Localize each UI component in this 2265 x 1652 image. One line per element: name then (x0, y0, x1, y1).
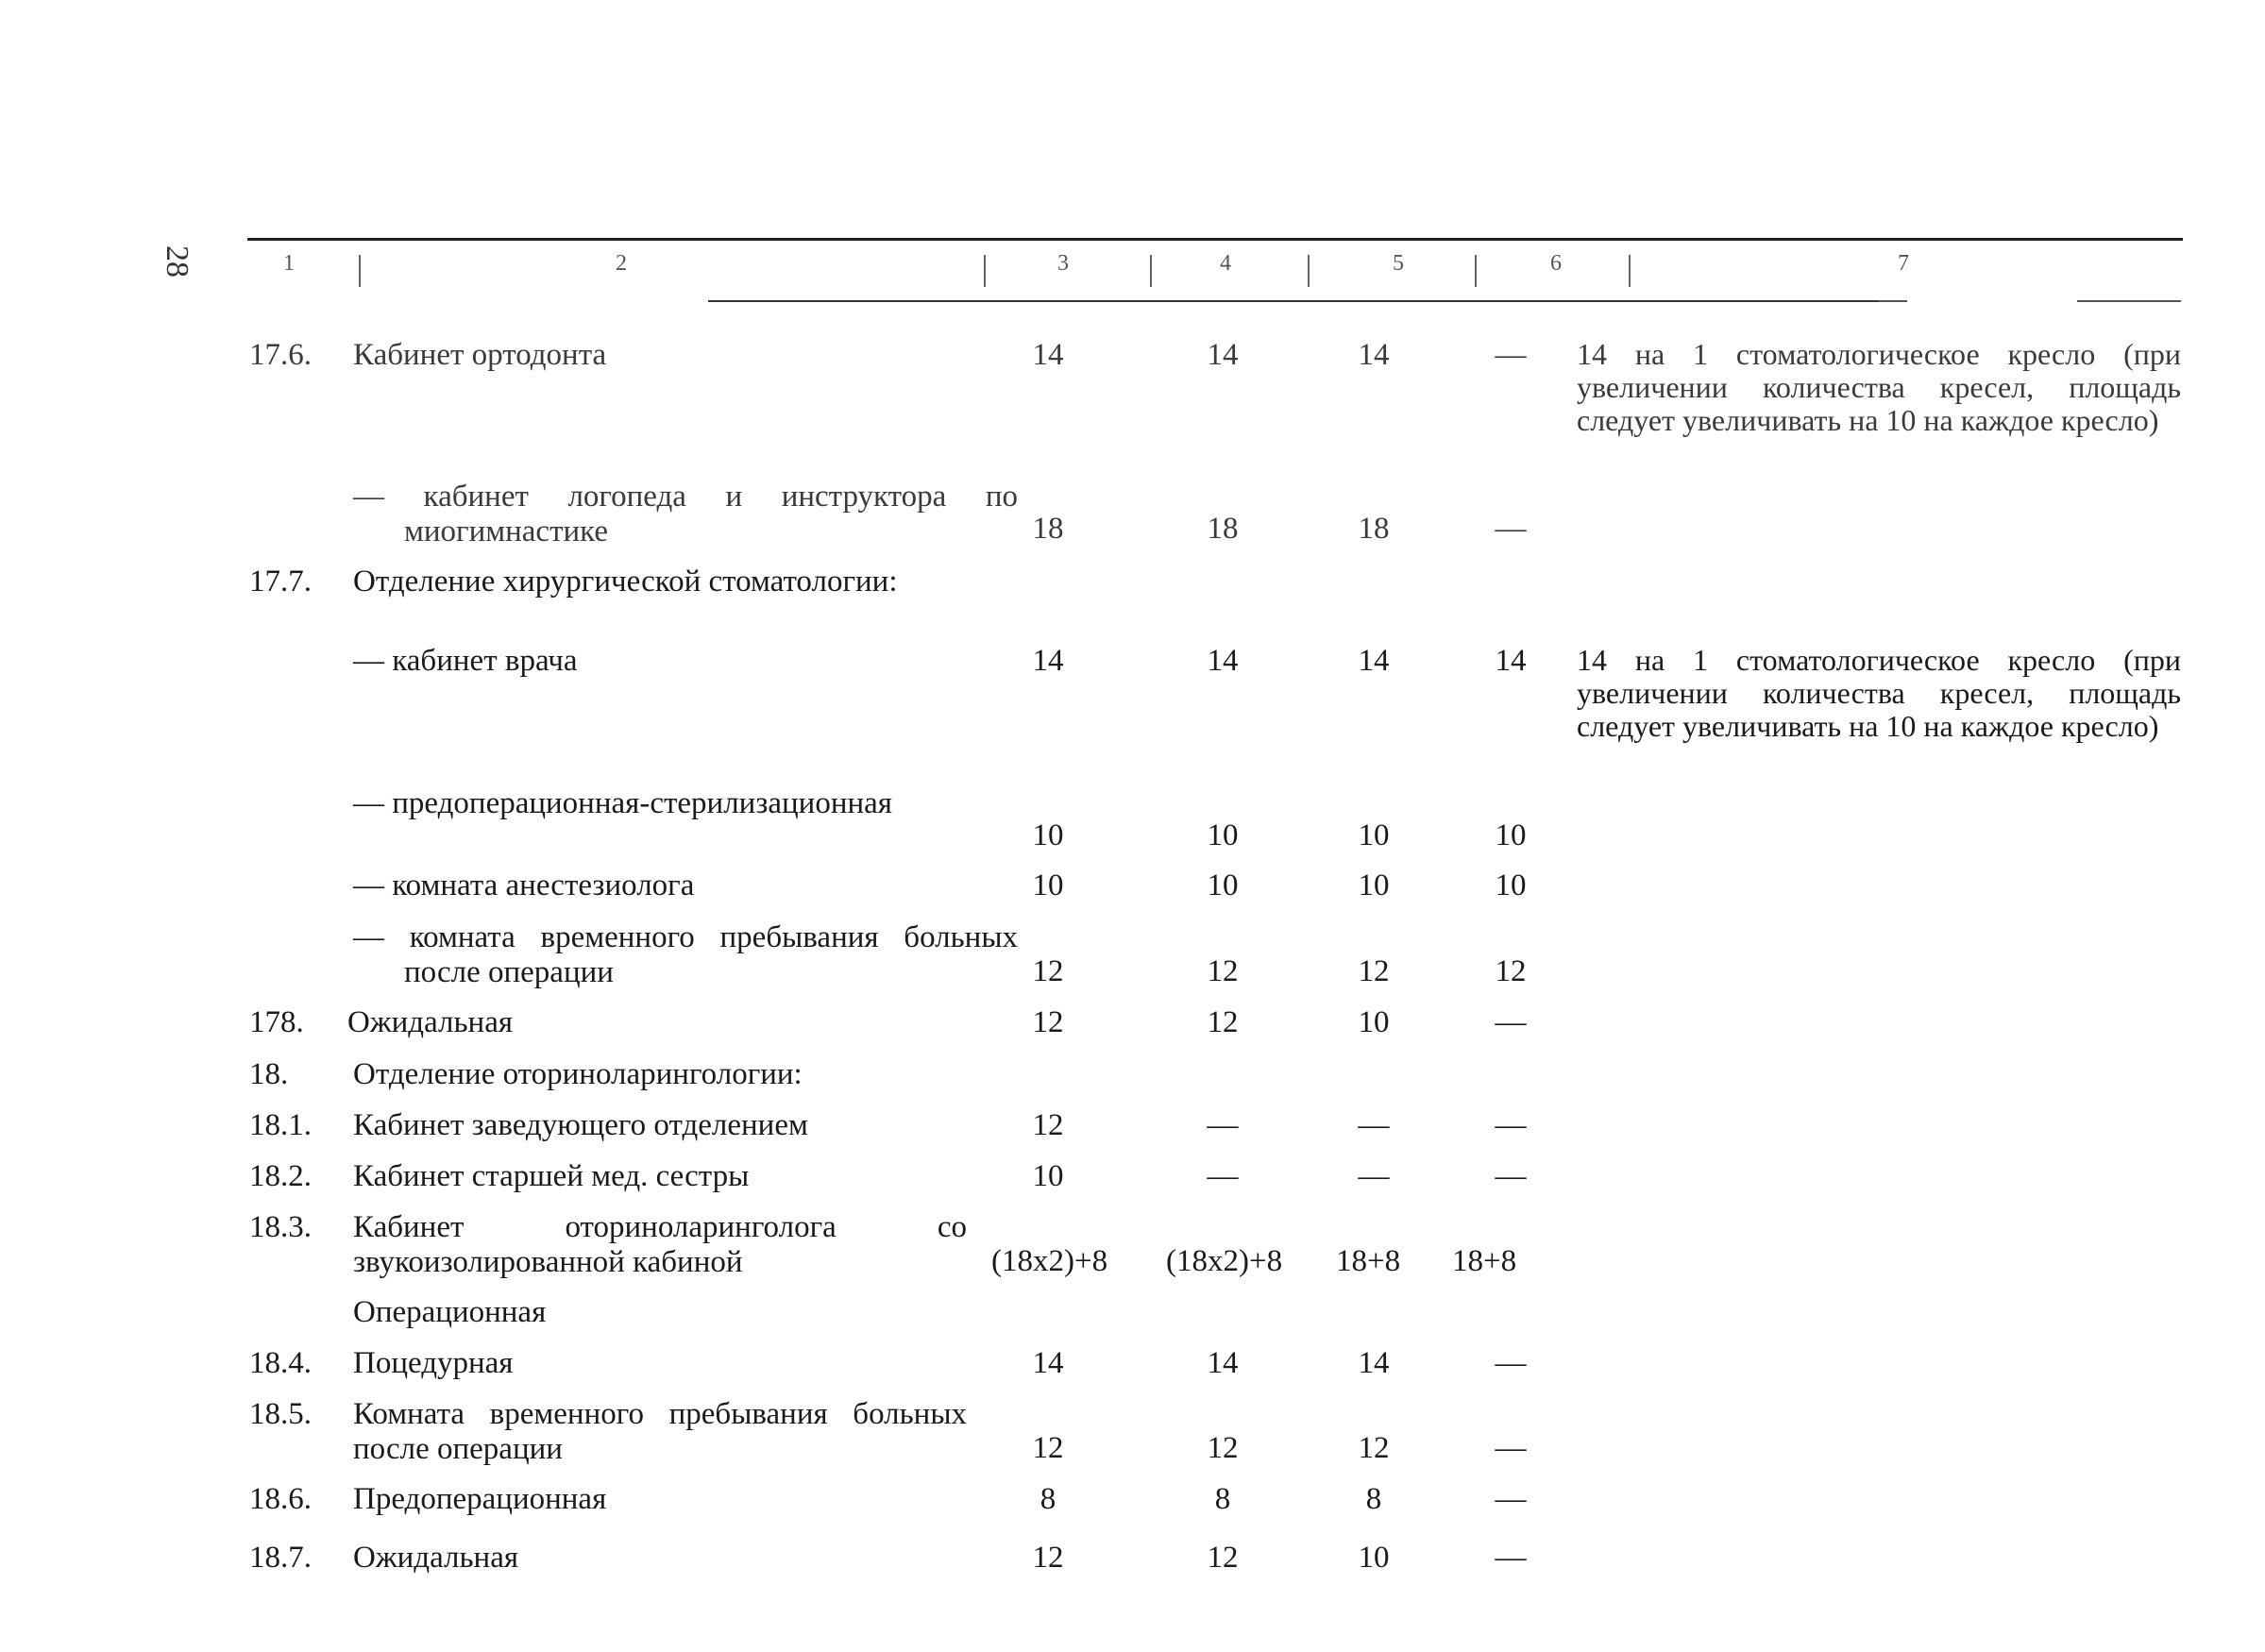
cell-col-6: 12 (1495, 954, 1527, 988)
cell-col-4: — (1207, 1159, 1239, 1193)
cell-col-5: 18+8 (1336, 1244, 1401, 1278)
cell-col-3: 10 (1032, 818, 1064, 852)
cell-col-5: 10 (1358, 1541, 1390, 1575)
row-number: 17.7. (249, 565, 312, 598)
cell-col-6: — (1495, 1159, 1527, 1193)
cell-col-3: 12 (1032, 1108, 1064, 1142)
row-name: — кабинет логопеда и инструктора по миогимнастике (353, 480, 1018, 548)
cell-col-3: 14 (1032, 1346, 1064, 1380)
row-name: — предоперационная-стерилизационная (353, 786, 892, 820)
cell-col-4: 14 (1207, 1346, 1239, 1380)
row-number: 18.6. (249, 1482, 312, 1516)
row-name: Операционная (353, 1295, 547, 1329)
page-number: 28 (160, 245, 194, 278)
header-separator (359, 255, 361, 287)
cell-col-5: — (1358, 1159, 1390, 1193)
cell-col-4: 12 (1207, 1005, 1239, 1039)
table-top-rule (247, 238, 2183, 241)
row-name: — кабинет врача (353, 644, 578, 678)
cell-col-6: 14 (1495, 644, 1527, 678)
row-name: Ожидальная (347, 1005, 514, 1039)
cell-col-3: 12 (1032, 954, 1064, 988)
row-name: Кабинет оториноларинголога со звукоизолированной кабиной (353, 1210, 967, 1279)
header-col-5: 5 (1393, 251, 1404, 276)
cell-col-4: 14 (1207, 338, 1239, 372)
cell-col-5: 12 (1358, 954, 1390, 988)
header-separator (1150, 255, 1152, 287)
header-col-3: 3 (1057, 251, 1069, 276)
header-bottom-rule (1879, 300, 1907, 302)
header-separator (1308, 255, 1310, 287)
row-name: Предоперационная (353, 1482, 607, 1516)
cell-col-6: — (1495, 338, 1527, 372)
row-name: Поцедурная (353, 1346, 514, 1380)
row-name: Кабинет ортодонта (353, 338, 607, 372)
cell-col-3: 14 (1032, 338, 1064, 372)
cell-col-5: 12 (1358, 1431, 1390, 1465)
header-col-7: 7 (1898, 251, 1909, 276)
cell-col-6: 18+8 (1452, 1244, 1517, 1278)
cell-col-6: 10 (1495, 868, 1527, 902)
row-number: 18.1. (249, 1108, 312, 1142)
cell-col-6: — (1495, 1108, 1527, 1142)
row-name: Кабинет старшей мед. сестры (353, 1159, 750, 1193)
cell-col-6: — (1495, 1346, 1527, 1380)
header-bottom-rule (708, 300, 1879, 302)
row-name: Кабинет заведующего отделением (353, 1108, 808, 1142)
cell-col-5: 18 (1358, 512, 1390, 546)
cell-col-3: 8 (1040, 1482, 1056, 1516)
cell-col-6: — (1495, 1431, 1527, 1465)
row-number: 18.5. (249, 1397, 312, 1431)
row-number: 18.2. (249, 1159, 312, 1193)
row-number: 18. (249, 1057, 289, 1091)
cell-col-4: 12 (1207, 1541, 1239, 1575)
row-name: Комната временного пребывания больных после операции (353, 1397, 967, 1466)
cell-col-4: 8 (1214, 1482, 1231, 1516)
cell-col-4: 14 (1207, 644, 1239, 678)
row-name: Отделение оториноларингологии: (353, 1057, 803, 1091)
table-header (0, 251, 2265, 289)
cell-col-3: 12 (1032, 1431, 1064, 1465)
row-name: Отделение хирургической стоматологии: (353, 565, 898, 598)
cell-col-6: 10 (1495, 818, 1527, 852)
row-number: 178. (249, 1005, 304, 1039)
header-col-4: 4 (1220, 251, 1231, 276)
cell-col-6: — (1495, 1541, 1527, 1575)
cell-col-5: 8 (1365, 1482, 1382, 1516)
cell-col-5: 14 (1358, 1346, 1390, 1380)
header-bottom-rule (2077, 300, 2181, 302)
header-col-1: 1 (283, 251, 295, 276)
cell-col-5: 10 (1358, 1005, 1390, 1039)
header-separator (1629, 255, 1631, 287)
cell-col-3: 10 (1032, 1159, 1064, 1193)
cell-col-5: — (1358, 1108, 1390, 1142)
cell-col-5: 14 (1358, 644, 1390, 678)
row-name: — комната временного пребывания больных после операции (353, 920, 1018, 989)
header-col-6: 6 (1550, 251, 1562, 276)
row-number: 18.7. (249, 1541, 312, 1575)
cell-col-4: — (1207, 1108, 1239, 1142)
row-note: 14 на 1 стоматологическое кресло (при увеличении количества кресел, площадь следует увеличивать на 10 на каждое кресло) (1577, 643, 2181, 743)
cell-col-5: 10 (1358, 868, 1390, 902)
row-name: — комната анестезиолога (353, 868, 695, 902)
cell-col-6: — (1495, 512, 1527, 546)
cell-col-5: 10 (1358, 818, 1390, 852)
cell-col-4: 12 (1207, 954, 1239, 988)
row-number: 18.4. (249, 1346, 312, 1380)
cell-col-3: 10 (1032, 868, 1064, 902)
cell-col-3: (18x2)+8 (991, 1244, 1108, 1278)
cell-col-4: 18 (1207, 512, 1239, 546)
row-number: 18.3. (249, 1210, 312, 1244)
cell-col-4: 10 (1207, 868, 1239, 902)
cell-col-3: 14 (1032, 644, 1064, 678)
cell-col-4: (18x2)+8 (1166, 1244, 1283, 1278)
header-separator (984, 255, 986, 287)
cell-col-4: 12 (1207, 1431, 1239, 1465)
cell-col-6: — (1495, 1005, 1527, 1039)
cell-col-4: 10 (1207, 818, 1239, 852)
header-col-2: 2 (616, 251, 627, 276)
cell-col-5: 14 (1358, 338, 1390, 372)
cell-col-3: 12 (1032, 1541, 1064, 1575)
header-separator (1475, 255, 1477, 287)
cell-col-6: — (1495, 1482, 1527, 1516)
row-number: 17.6. (249, 338, 312, 372)
cell-col-3: 12 (1032, 1005, 1064, 1039)
row-note: 14 на 1 стоматологическое кресло (при увеличении количества кресел, площадь следует увеличивать на 10 на каждое кресло) (1577, 337, 2181, 437)
row-name: Ожидальная (353, 1541, 519, 1575)
cell-col-3: 18 (1032, 512, 1064, 546)
